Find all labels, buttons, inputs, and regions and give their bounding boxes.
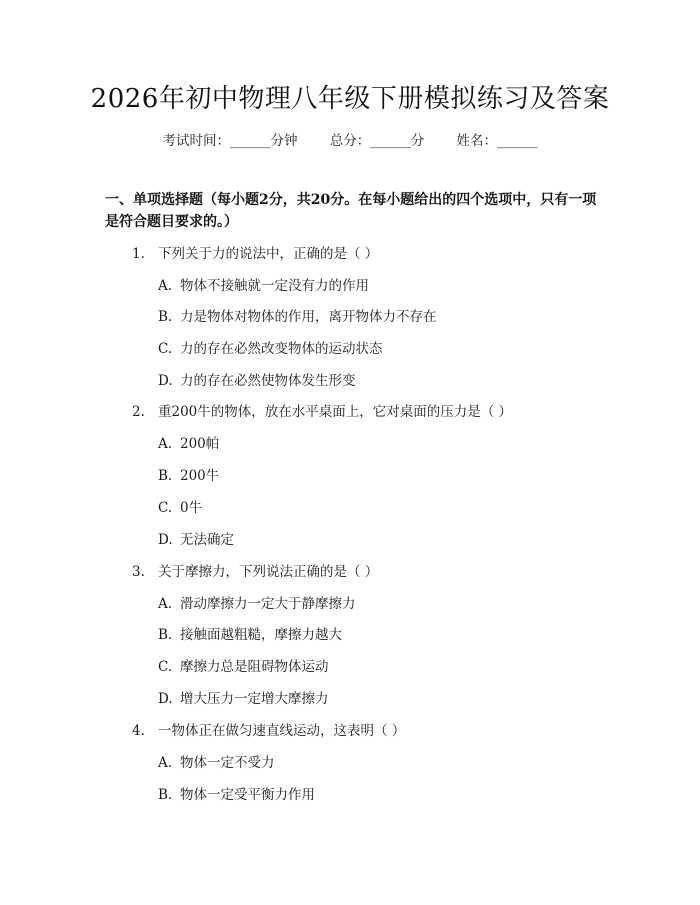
option-letter: D. <box>158 373 173 389</box>
option-letter: B. <box>158 787 173 803</box>
question-2-option-d <box>158 530 234 550</box>
option-letter: C. <box>158 341 173 357</box>
option-letter: D. <box>158 691 173 707</box>
option-text: 0牛 <box>180 500 203 516</box>
option-text: 力的存在必然改变物体的运动状态 <box>180 341 383 357</box>
option-text: 力的存在必然使物体发生形变 <box>180 373 356 389</box>
question-3-option-b <box>158 625 342 645</box>
question-3 <box>132 562 378 582</box>
option-letter: A. <box>158 596 173 612</box>
question-1 <box>132 244 378 264</box>
option-text: 滑动摩擦力一定大于静摩擦力 <box>180 596 356 612</box>
question-4-option-b <box>158 785 315 805</box>
option-text: 摩擦力总是阻碍物体运动 <box>180 659 329 675</box>
option-text: 200牛 <box>180 468 220 484</box>
option-text: 无法确定 <box>180 532 234 548</box>
option-letter: C. <box>158 659 173 675</box>
total-score-field: 总分：______分 <box>329 133 425 149</box>
question-2-option-a <box>158 434 219 454</box>
document-title: 2026年初中物理八年级下册模拟练习及答案 <box>90 84 610 114</box>
question-3-option-d <box>158 689 329 709</box>
question-4-option-a <box>158 753 275 773</box>
option-text: 物体一定不受力 <box>180 755 275 771</box>
question-text: 下列关于力的说法中，正确的是（ ） <box>158 246 379 262</box>
question-3-option-a <box>158 594 356 614</box>
question-number: 4. <box>132 723 145 739</box>
option-text: 物体一定受平衡力作用 <box>180 787 315 803</box>
option-letter: C. <box>158 500 173 516</box>
option-letter: A. <box>158 278 173 294</box>
option-text: 物体不接触就一定没有力的作用 <box>180 278 369 294</box>
option-letter: B. <box>158 468 173 484</box>
question-1-option-d <box>158 371 356 391</box>
section-heading: 一、单项选择题（每小题2分，共20分。在每小题给出的四个选项中，只有一项是符合题目要求的。） <box>105 192 597 230</box>
option-letter: B. <box>158 309 173 325</box>
option-text: 力是物体对物体的作用，离开物体力不存在 <box>180 309 437 325</box>
option-letter: D. <box>158 532 173 548</box>
question-1-option-c <box>158 339 383 359</box>
question-text: 关于摩擦力，下列说法正确的是（ ） <box>158 564 379 580</box>
question-2-option-b <box>158 466 219 486</box>
question-2 <box>132 402 512 422</box>
question-number: 1. <box>132 246 145 262</box>
option-text: 接触面越粗糙，摩擦力越大 <box>180 627 342 643</box>
question-text: 一物体正在做匀速直线运动，这表明（ ） <box>158 723 406 739</box>
question-4 <box>132 721 405 741</box>
option-letter: A. <box>158 755 173 771</box>
exam-time-field: 考试时间：______分钟 <box>162 133 298 149</box>
student-name-field: 姓名：______ <box>456 133 538 149</box>
question-2-option-c <box>158 498 202 518</box>
option-text: 200帕 <box>180 436 220 452</box>
question-text: 重200牛的物体，放在水平桌面上，它对桌面的压力是（ ） <box>158 404 513 420</box>
question-1-option-b <box>158 307 437 327</box>
question-1-option-a <box>158 276 369 296</box>
question-3-option-c <box>158 657 329 677</box>
question-number: 2. <box>132 404 145 420</box>
option-letter: A. <box>158 436 173 452</box>
question-number: 3. <box>132 564 145 580</box>
option-text: 增大压力一定增大摩擦力 <box>180 691 329 707</box>
option-letter: B. <box>158 627 173 643</box>
exam-meta <box>0 131 700 151</box>
